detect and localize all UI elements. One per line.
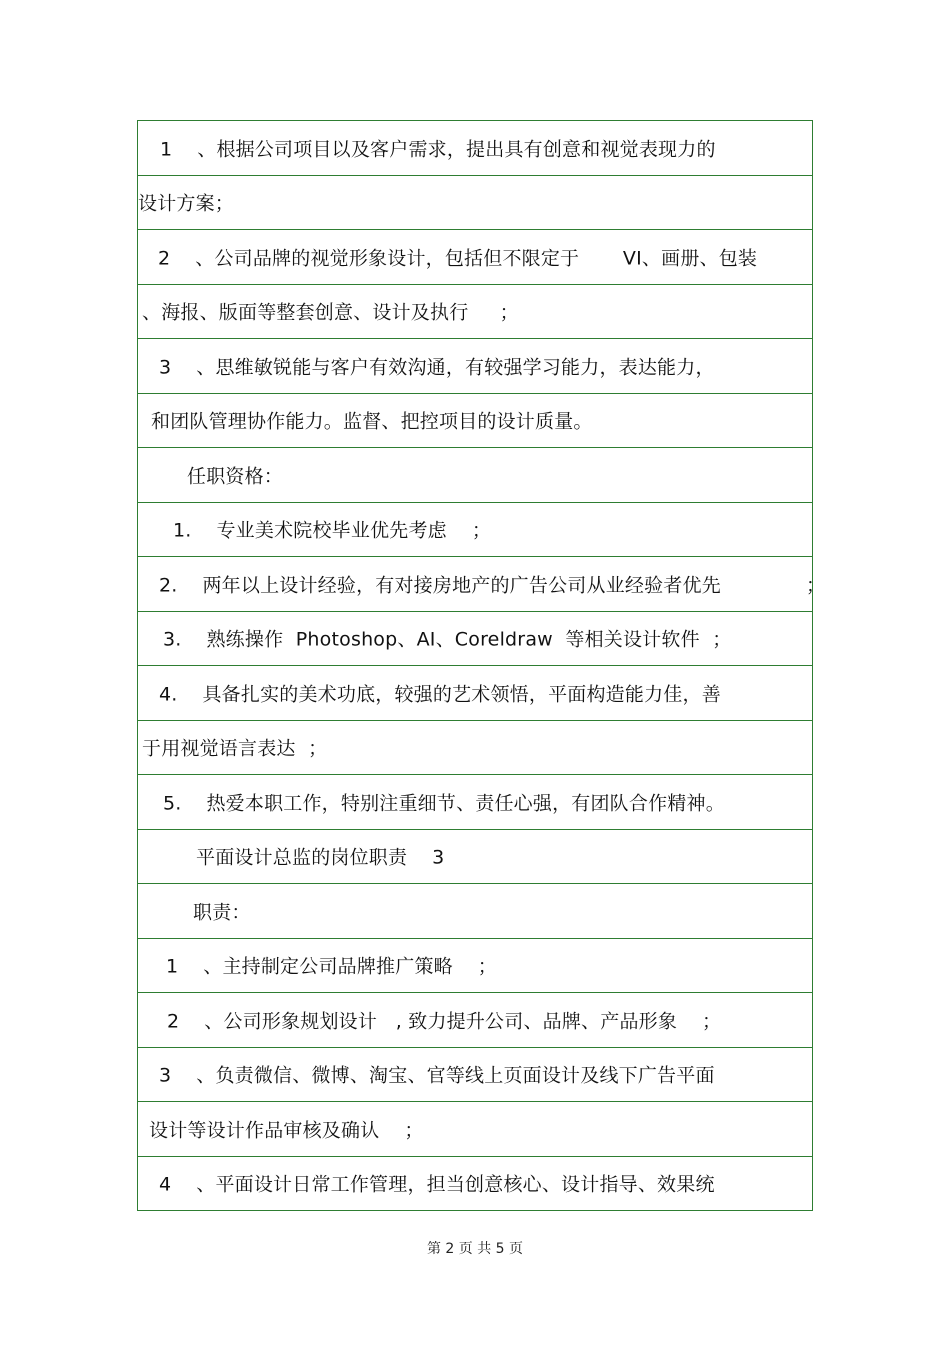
- table-row: [138, 775, 812, 830]
- row-text: 4. 具备扎实的美术功底，较强的艺术领悟，平面构造能力佳，善: [159, 683, 721, 706]
- overflow-semicolon: ；: [806, 574, 826, 597]
- row-text: 2 、公司形象规划设计 , 致力提升公司、品牌、产品形象 ；: [167, 1010, 722, 1033]
- table-row: [138, 176, 812, 231]
- table-row: [138, 1157, 812, 1212]
- document-table: [137, 120, 826, 1211]
- table-row: [138, 285, 812, 340]
- row-text: 设计等设计作品审核及确认 ；: [149, 1119, 424, 1142]
- table-row: [138, 503, 812, 558]
- row-text: 和团队管理协作能力。监督、把控项目的设计质量。: [151, 410, 593, 433]
- row-text: 设计方案；: [138, 192, 235, 215]
- table-row: [138, 721, 812, 776]
- row-text: 、海报、版面等整套创意、设计及执行 ；: [142, 301, 519, 324]
- row-text: 于用视觉语言表达 ；: [142, 737, 328, 760]
- section-title: 平面设计总监的岗位职责 3: [196, 846, 445, 869]
- row-text: 任职资格：: [187, 465, 284, 488]
- table-row: [138, 993, 812, 1048]
- page-footer: 第 2 页 共 5 页: [426, 1241, 524, 1257]
- table-row: [138, 1048, 812, 1103]
- table-row: [138, 230, 812, 285]
- row-text: 2. 两年以上设计经验，有对接房地产的广告公司从业经验者优先: [159, 574, 721, 597]
- table-row: [138, 884, 812, 939]
- table-row: [138, 448, 812, 503]
- row-text: 3 、思维敏锐能与客户有效沟通，有较强学习能力，表达能力，: [159, 356, 715, 379]
- row-text: 5. 热爱本职工作，特别注重细节、责任心强，有团队合作精神。: [163, 792, 725, 815]
- row-text: 1 、根据公司项目以及客户需求，提出具有创意和视觉表现力的: [160, 138, 716, 161]
- table-row: [138, 830, 812, 885]
- table-row: [138, 394, 812, 449]
- row-text: 1 、主持制定公司品牌推广策略 ；: [166, 955, 498, 978]
- table-row: [138, 1102, 812, 1157]
- row-text: 3. 熟练操作 Photoshop、AI、Coreldraw 等相关设计软件 ；: [163, 628, 732, 651]
- row-text: 2 、公司品牌的视觉形象设计，包括但不限定于 VI、画册、包装: [158, 247, 758, 270]
- row-text: 4 、平面设计日常工作管理，担当创意核心、设计指导、效果统: [159, 1173, 715, 1196]
- row-text: 1. 专业美术院校毕业优先考虑 ；: [173, 519, 492, 542]
- row-text: 3 、负责微信、微博、淘宝、官等线上页面设计及线下广告平面: [159, 1064, 715, 1087]
- table-row: [138, 939, 812, 994]
- table-row: [138, 339, 812, 394]
- table-row: [138, 666, 812, 721]
- table-row: [138, 121, 812, 176]
- table-row: [138, 612, 812, 667]
- row-text: 职责：: [193, 901, 251, 924]
- table-row: [138, 557, 826, 612]
